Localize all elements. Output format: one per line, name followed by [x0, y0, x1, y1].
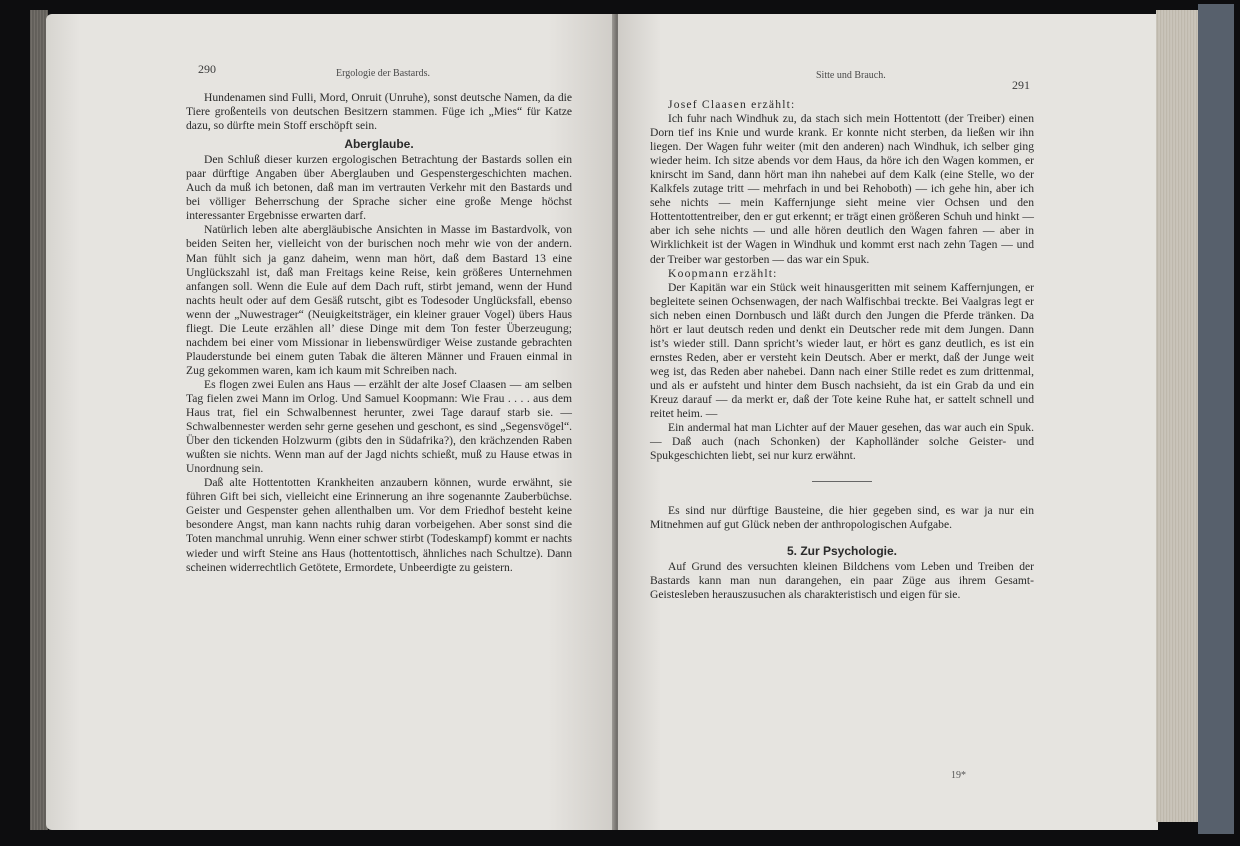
book-cover-edge: [1198, 4, 1234, 834]
paragraph: Es sind nur dürftige Bausteine, die hier gegeben sind, es war ja nur ein Mitnehmen auf gut Glück neben der anthropologischen Aufgabe.: [650, 504, 1034, 532]
paragraph: Daß alte Hottentotten Krankheiten anzaubern können, wurde erwähnt, sie führen Gift bei sich, vielleicht eine Erinnerung an ihre sogenannte Zauberbüchse. Geister und Gespenster gehen allenthalben um. Vor dem Friedhof besteht keine besondere Angst, man kann nachts ruhig daran vorbeigehen. Aber sonst sind die Toten manchmal unruhig. Wenn einer schwer stirbt (Todeskampf) kommt er nachts wieder und wirft Steine ans Haus (hottentottisch, ähnliches nach Schultze). Dann scheinen widerrechtlich Getötete, Ermordete, Unbeerdigte zu geistern.: [186, 476, 572, 574]
running-head-right: Sitte und Brauch.: [816, 70, 886, 81]
running-head-left: Ergologie der Bastards.: [336, 68, 430, 79]
signature-mark: 19*: [951, 770, 966, 781]
paragraph: Den Schluß dieser kurzen ergologischen Betrachtung der Bastards sollen ein paar dürftige Angaben über Aberglauben und Gespenstergeschichten machen. Auch da muß ich betonen, daß man im vertrauten Verkehr mit den Bastards und bei völliger Beherrschung der Sprache sicher eine große Menge höchst interessanter Ergebnisse erwarten darf.: [186, 153, 572, 223]
page-number-right: 291: [1012, 78, 1030, 92]
paragraph: Es flogen zwei Eulen ans Haus — erzählt der alte Josef Claasen — am selben Tag fielen zwei Mann im Orlog. Und Samuel Koopmann: Wie Frau . . . . aus dem Haus trat, fiel ein Schwalbennest herunter, zwei Tage darauf starb sie. — Schwalbennester werden sehr gerne gesehen und geschont, es sind „Segensvögel“. Über den tickenden Holzwurm (gibts den in Südafrika?), den krächzenden Raben wußten sie nichts. Wenn man auf der Jagd nichts schießt, muß zu Hause etwas in Unordnung sein.: [186, 377, 572, 476]
narrator-heading: Josef Claasen erzählt:: [668, 98, 796, 111]
right-page: [618, 14, 1158, 830]
paragraph: Ich fuhr nach Windhuk zu, da stach sich mein Hottentott (der Treiber) einen Dorn tief ins Knie und wurde krank. Er konnte nicht sterben, da ließen wir ihn liegen. Der Wagen fuhr weiter (mit den anderen) nach Windhuk, ich selber ging wieder heim. Ich sitze abends vor dem Haus, da höre ich den Wagen kommen, er knirscht im Sand, dann hört man ihn nahebei auf dem Kalk (eine Stelle, wo der Kalkfels zutage tritt — mehrfach in und bei Rehoboth) — ich gehe hin, aber ich sehe nichts — mein Kaffernjunge sieht meine vier Ochsen und den Hottentottentreiber, den er gut erkennt; er trägt einen größeren Schuh und hinkt — aber ich sehe nichts — und alle hören deutlich den Wagen fahren — aber in Wirklichkeit ist der Wagen in Windhuk und kommt erst nach zehn Tagen — und der Treiber war gestorben — das war ein Spuk.: [650, 112, 1034, 266]
section-divider: [812, 481, 872, 482]
paragraph: Hundenamen sind Fulli, Mord, Onruit (Unruhe), sonst deutsche Namen, da die Tiere großenteils von deutschen Besitzern stammen. Füge ich „Mies“ für Katze dazu, so dürfte mein Stoff erschöpft sein.: [186, 91, 572, 133]
narrator-heading: Koopmann erzählt:: [668, 266, 778, 280]
left-text-block: [186, 91, 572, 575]
paragraph: Der Kapitän war ein Stück weit hinausgeritten mit seinem Kaffernjungen, er begleitete seinen Ochsenwagen, der nach Walfischbai treckte. Bei Vaalgras legt er sich neben einen Dornbusch und läßt durch den Jungen die Pferde tränken. Da hört er laut deutsch reden und denkt ein Deutscher rede mit dem Jungen. Dann ist’s wieder still. Dann spricht’s wieder laut, er hört es ganz deutlich, es ist ein ernstes Reden, aber er versteht kein Deutsch. Aber er merkt, daß der Junge weit weg ist, das Reden aber nahebei. Dann nach einer Stille redet es zum drittenmal, und als er aufsteht und hinter dem Busch nachsieht, da ist ein Grab da und ein Kreuz darauf — da merkt er, daß der Tote keine Ruhe hat, er sattelt schnell und reitet heim. —: [650, 280, 1034, 421]
section-heading-aberglaube: Aberglaube.: [344, 137, 414, 152]
right-text-block: [650, 98, 1034, 603]
left-page: [46, 14, 616, 830]
paragraph: Ein andermal hat man Lichter auf der Mauer gesehen, das war auch ein Spuk. — Daß auch (nach Schonken) der Kapholländer solche Geister- und Spukgeschichten liebt, sei nur kurz erwähnt.: [650, 421, 1034, 463]
section-heading-psychologie: 5. Zur Psychologie.: [786, 544, 898, 559]
page-stack-edge: [1156, 10, 1200, 822]
paragraph: Auf Grund des versuchten kleinen Bildchens vom Leben und Treiben der Bastards kann man nun darangehen, ein paar Züge aus ihrem Gesamt-Geistesleben herauszusuchen als charakteristisch und eigen für sie.: [650, 560, 1034, 602]
paragraph: Natürlich leben alte abergläubische Ansichten in Masse im Bastardvolk, von beiden Seiten her, vielleicht von der burischen noch mehr wie von der andern. Man fühlt sich ja ganz daheim, wenn man hört, daß dem Bastard 13 eine Unglückszahl ist, daß man Freitags keine Reise, kein größeres Unternehmen anfangen soll. Wenn die Eule auf dem Dach ruft, stirbt jemand, wenn der Hund nachts heult oder auf dem Gesäß rutscht, gibt es Todesoder Unglücksfall, ebenso wenn der „Nuwestrager“ (Neuigkeitsträger, ein kleiner grauer Vogel) übers Haus fliegt. Die Leute erzählen all’ diese Dinge mit dem Ton fester Überzeugung; nachdem bei einer vom Missionar in liebenswürdiger Weise zustande gebrachten Plauderstunde bei einem guten Tabak die älteren Männer und Frauen einmal in Zug gekommen waren, kam ich kaum mit Schreiben nach.: [186, 223, 572, 377]
page-number-left: 290: [198, 62, 216, 76]
